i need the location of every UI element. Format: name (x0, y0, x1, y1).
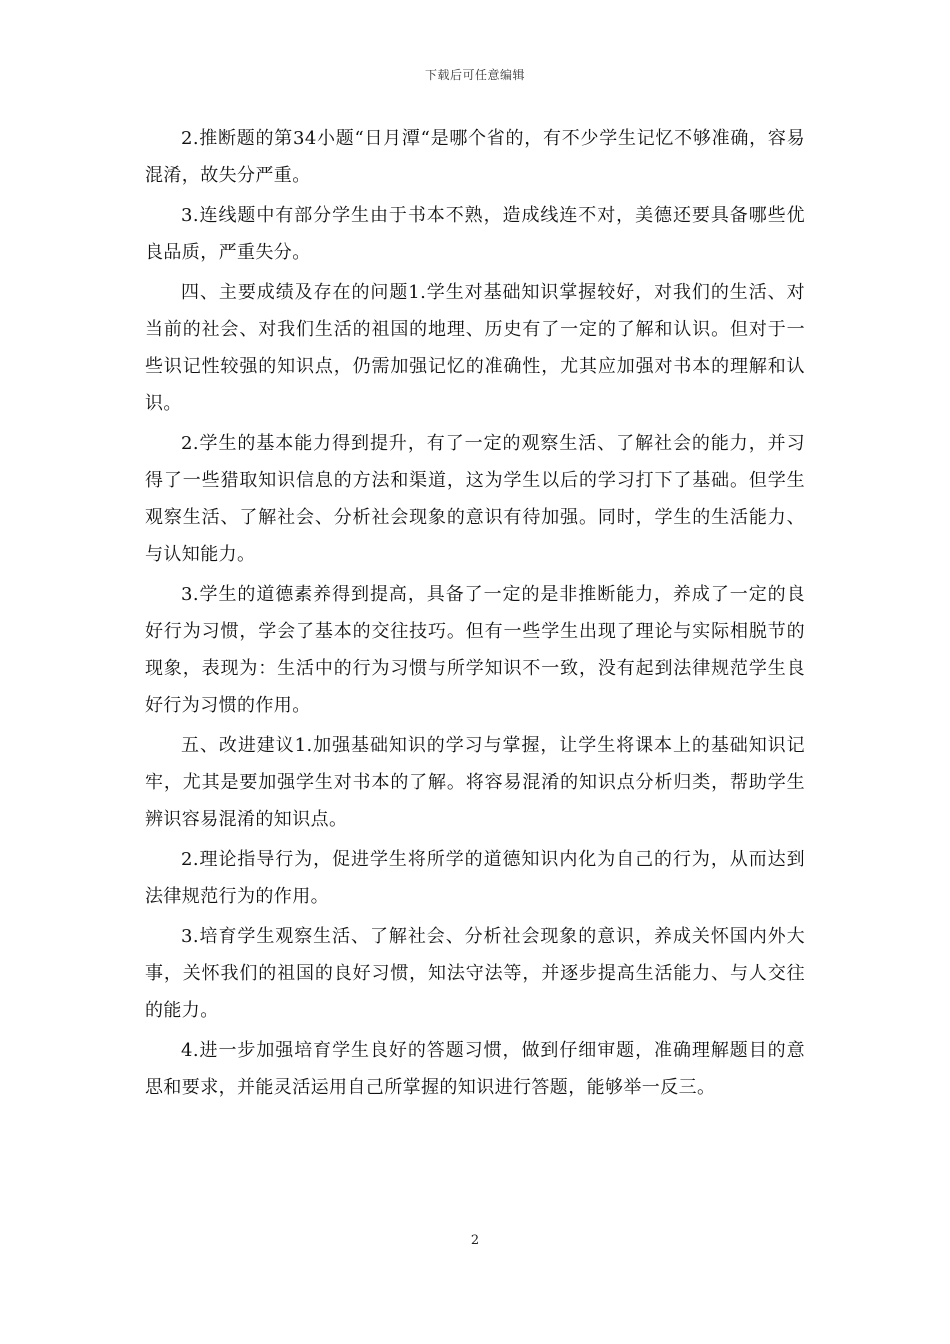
paragraph-9: 4.进一步加强培育学生良好的答题习惯，做到仔细审题，准确理解题目的意思和要求，并能灵活运用自己所掌握的知识进行答题，能够举一反三。 (145, 1040, 805, 1098)
document-body (145, 120, 805, 1109)
paragraph-1: 2.推断题的第34小题“日月潭“是哪个省的，有不少学生记忆不够准确，容易混淆，故失分严重。 (145, 128, 805, 186)
paragraph-7: 2.理论指导行为，促进学生将所学的道德知识内化为自己的行为，从而达到法律规范行为的作用。 (145, 849, 805, 907)
paragraph-2: 3.连线题中有部分学生由于书本不熟，造成线连不对，美德还要具备哪些优良品质，严重失分。 (145, 205, 805, 263)
paragraph-4: 2.学生的基本能力得到提升，有了一定的观察生活、了解社会的能力，并习得了一些猎取知识信息的方法和渠道，这为学生以后的学习打下了基础。但学生观察生活、了解社会、分析社会现象的意识有待加强。同时，学生的生活能力、与认知能力。 (145, 433, 805, 565)
paragraph-8: 3.培育学生观察生活、了解社会、分析社会现象的意识，养成关怀国内外大事，关怀我们的祖国的良好习惯，知法守法等，并逐步提高生活能力、与人交往的能力。 (145, 926, 805, 1021)
header-note: 下载后可任意编辑 (424, 68, 525, 82)
paragraph-5: 3.学生的道德素养得到提高，具备了一定的是非推断能力，养成了一定的良好行为习惯，学会了基本的交往技巧。但有一些学生出现了理论与实际相脱节的现象，表现为：生活中的行为习惯与所学知识不一致，没有起到法律规范学生良好行为习惯的作用。 (145, 584, 805, 716)
paragraph-6: 五、改进建议1.加强基础知识的学习与掌握，让学生将课本上的基础知识记牢，尤其是要加强学生对书本的了解。将容易混淆的知识点分析归类，帮助学生辨识容易混淆的知识点。 (145, 735, 805, 830)
page-number: 2 (470, 1233, 480, 1248)
paragraph-3: 四、主要成绩及存在的问题1.学生对基础知识掌握较好，对我们的生活、对当前的社会、对我们生活的祖国的地理、历史有了一定的了解和认识。但对于一些识记性较强的知识点，仍需加强记忆的准确性，尤其应加强对书本的理解和认识。 (145, 282, 805, 414)
